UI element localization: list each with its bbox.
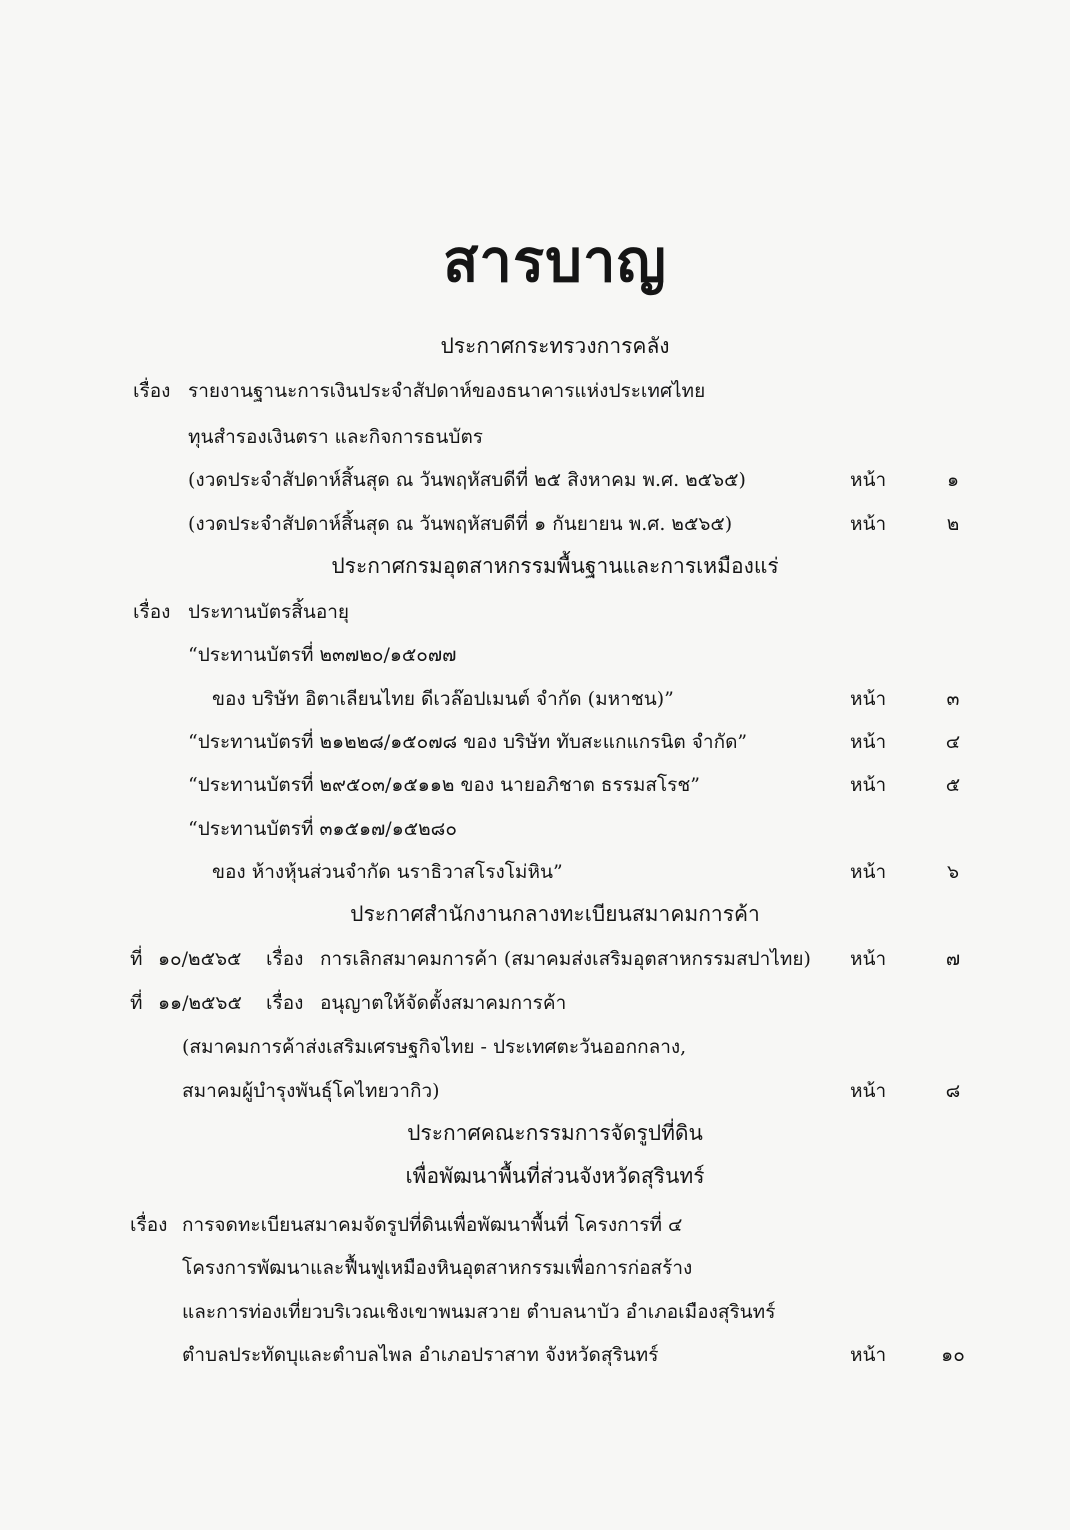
page-label: หน้า <box>850 774 887 796</box>
page-number: ๖ <box>946 861 960 883</box>
page-label: หน้า <box>850 948 887 970</box>
page-number: ๘ <box>945 1080 961 1102</box>
subject-text: ประทานบัตรสิ้นอายุ <box>188 601 350 623</box>
toc-entry-text: “ประทานบัตรที่ ๒๙๕๐๓/๑๕๑๑๒ ของ นายอภิชาต ธรรมสโรช” <box>188 774 700 796</box>
subject-label: เรื่อง <box>133 380 171 402</box>
section-heading-land-consolidation-line2: เพื่อพัฒนาพื้นที่ส่วนจังหวัดสุรินทร์ <box>405 1164 705 1188</box>
page-number: ๕ <box>945 774 961 796</box>
announcement-number: ๑๐/๒๕๖๕ <box>158 948 242 970</box>
toc-entry-text-line2: (สมาคมการค้าส่งเสริมเศรษฐกิจไทย - ประเทศตะวันออกกลาง, <box>182 1036 687 1058</box>
toc-entry-text: อนุญาตให้จัดตั้งสมาคมการค้า <box>320 992 567 1014</box>
page-label: หน้า <box>850 861 887 883</box>
page-label: หน้า <box>850 469 887 491</box>
toc-entry-text: “ประทานบัตรที่ ๒๑๒๒๘/๑๕๐๗๘ ของ บริษัท ทับสะแกแกรนิต จำกัด” <box>188 731 748 753</box>
page-number: ๓ <box>946 688 960 710</box>
announcement-number: ๑๑/๒๕๖๕ <box>158 992 242 1014</box>
section-heading-mining: ประกาศกรมอุตสาหกรรมพื้นฐานและการเหมืองแร่ <box>331 554 779 578</box>
page-number: ๒ <box>946 513 960 535</box>
toc-entry-text-line3: สมาคมผู้บำรุงพันธุ์โคไทยวากิว) <box>182 1080 440 1102</box>
page-number: ๑๐ <box>941 1344 965 1366</box>
toc-entry-text-line2: ของ ห้างหุ้นส่วนจำกัด นราธิวาสโรงโม่หิน” <box>212 861 563 883</box>
page-label: หน้า <box>850 1344 887 1366</box>
toc-entry-text-line2: ของ บริษัท อิตาเลียนไทย ดีเวล๊อปเมนต์ จำกัด (มหาชน)” <box>212 688 674 710</box>
page-label: หน้า <box>850 513 887 535</box>
toc-entry-text-line4: ตำบลประทัดบุและตำบลไพล อำเภอปราสาท จังหวัดสุรินทร์ <box>182 1344 659 1366</box>
page-number: ๗ <box>945 948 961 970</box>
page-label: หน้า <box>850 688 887 710</box>
toc-entry-text: (งวดประจำสัปดาห์สิ้นสุด ณ วันพฤหัสบดีที่ ๑ กันยายน พ.ศ. ๒๕๖๕) <box>188 513 733 535</box>
page-number: ๔ <box>945 731 961 753</box>
page-label: หน้า <box>850 1080 887 1102</box>
toc-entry-text: “ประทานบัตรที่ ๓๑๕๑๗/๑๕๒๘๐ <box>188 818 457 840</box>
page-title: สารบาญ <box>443 227 667 295</box>
toc-entry-text: “ประทานบัตรที่ ๒๓๗๒๐/๑๕๐๗๗ <box>188 644 457 666</box>
section-heading-land-consolidation: ประกาศคณะกรรมการจัดรูปที่ดิน <box>407 1121 703 1145</box>
toc-entry-text-line3: และการท่องเที่ยวบริเวณเชิงเขาพนมสวาย ตำบลนาบัว อำเภอเมืองสุรินทร์ <box>182 1301 776 1323</box>
toc-entry-text: การจดทะเบียนสมาคมจัดรูปที่ดินเพื่อพัฒนาพื้นที่ โครงการที่ ๔ <box>182 1214 683 1236</box>
subject-label: เรื่อง <box>133 601 171 623</box>
subject-label: เรื่อง <box>266 948 304 970</box>
page-label: หน้า <box>850 731 887 753</box>
section-heading-finance: ประกาศกระทรวงการคลัง <box>440 334 670 358</box>
subject-text-line2: ทุนสำรองเงินตรา และกิจการธนบัตร <box>188 426 483 448</box>
toc-entry-text-line2: โครงการพัฒนาและฟื้นฟูเหมืองหินอุตสาหกรรมเพื่อการก่อสร้าง <box>182 1257 693 1279</box>
no-label: ที่ <box>130 948 143 970</box>
toc-entry-text: การเลิกสมาคมการค้า (สมาคมส่งเสริมอุตสาหกรรมสปาไทย) <box>320 948 811 970</box>
section-heading-trade-association: ประกาศสำนักงานกลางทะเบียนสมาคมการค้า <box>350 902 760 926</box>
subject-label: เรื่อง <box>266 992 304 1014</box>
page-number: ๑ <box>946 469 960 491</box>
subject-label: เรื่อง <box>130 1214 168 1236</box>
toc-entry-text: (งวดประจำสัปดาห์สิ้นสุด ณ วันพฤหัสบดีที่ ๒๕ สิงหาคม พ.ศ. ๒๕๖๕) <box>188 469 746 491</box>
no-label: ที่ <box>130 992 143 1014</box>
subject-text: รายงานฐานะการเงินประจำสัปดาห์ของธนาคารแห่งประเทศไทย <box>188 380 706 402</box>
